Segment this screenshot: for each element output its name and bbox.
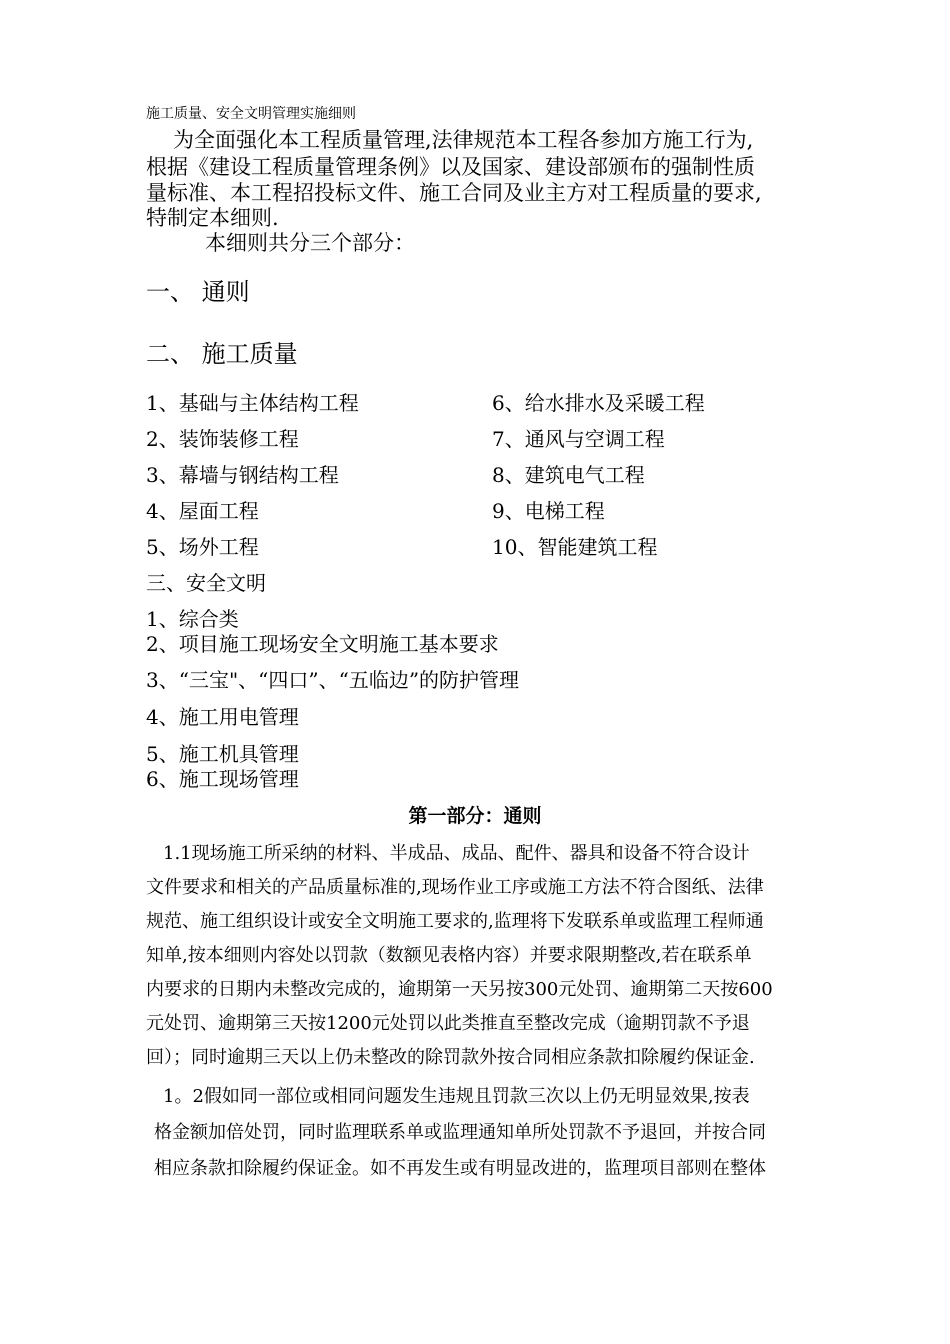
quality-item: 9、电梯工程 — [492, 499, 605, 523]
quality-item: 1、基础与主体结构工程 — [146, 391, 359, 415]
safety-item: 2、项目施工现场安全文明施工基本要求 — [146, 632, 499, 656]
clause2-line: 1。2假如同一部位或相同问题发生违规且罚款三次以上仍无明显效果,按表 — [163, 1086, 750, 1107]
part2-heading: 二、 施工质量 — [146, 340, 298, 368]
quality-item: 8、建筑电气工程 — [492, 463, 645, 487]
clause2-line: 相应条款扣除履约保证金。如不再发生或有明显改进的，监理项目部则在整体 — [154, 1158, 766, 1179]
doc-title: 施工质量、安全文明管理实施细则 — [146, 106, 356, 122]
clause1-line: 1.1现场施工所采纳的材料、半成品、成品、配件、器具和设备不符合设计 — [163, 843, 750, 864]
safety-item: 1、综合类 — [146, 607, 239, 631]
intro-line-2: 根据《建设工程质量管理条例》以及国家、建设部颁布的强制性质 — [146, 155, 755, 179]
part1-heading: 一、 通则 — [146, 278, 250, 306]
quality-item: 4、屋面工程 — [146, 499, 259, 523]
intro-line-4: 特制定本细则. — [146, 206, 279, 230]
clause1-line: 内要求的日期内未整改完成的，逾期第一天另按300元处罚、逾期第二天按600 — [146, 979, 773, 1000]
quality-item: 10、智能建筑工程 — [492, 535, 658, 559]
quality-item: 7、通风与空调工程 — [492, 427, 665, 451]
parts-note: 本细则共分三个部分： — [205, 231, 415, 255]
safety-item: 6、施工现场管理 — [146, 767, 299, 791]
section1-title: 第一部分：通则 — [408, 805, 542, 827]
clause2-line: 格金额加倍处罚，同时监理联系单或监理通知单所处罚款不予退回，并按合同 — [154, 1122, 766, 1143]
quality-item: 5、场外工程 — [146, 535, 259, 559]
part3-heading: 三、安全文明 — [146, 571, 266, 595]
quality-item: 3、幕墙与钢结构工程 — [146, 463, 339, 487]
clause1-line: 元处罚、逾期第三天按1200元处罚以此类推直至整改完成（逾期罚款不予退 — [146, 1013, 750, 1034]
safety-item: 5、施工机具管理 — [146, 742, 299, 766]
clause1-line: 知单,按本细则内容处以罚款（数额见表格内容）并要求限期整改,若在联系单 — [146, 945, 752, 966]
clause1-line: 规范、施工组织设计或安全文明施工要求的,监理将下发联系单或监理工程师通 — [146, 911, 764, 932]
quality-item: 6、给水排水及采暖工程 — [492, 391, 705, 415]
clause1-line: 文件要求和相关的产品质量标准的,现场作业工序或施工方法不符合图纸、法律 — [146, 877, 764, 898]
intro-line-1: 为全面强化本工程质量管理,法律规范本工程各参加方施工行为, — [173, 128, 754, 152]
safety-item: 4、施工用电管理 — [146, 705, 299, 729]
quality-item: 2、装饰装修工程 — [146, 427, 299, 451]
clause1-line: 回）；同时逾期三天以上仍未整改的除罚款外按合同相应条款扣除履约保证金. — [146, 1047, 755, 1068]
safety-item: 3、“三宝"、“四口”、“五临边”的防护管理 — [146, 668, 520, 692]
intro-line-3: 量标准、本工程招投标文件、施工合同及业主方对工程质量的要求, — [146, 181, 762, 205]
